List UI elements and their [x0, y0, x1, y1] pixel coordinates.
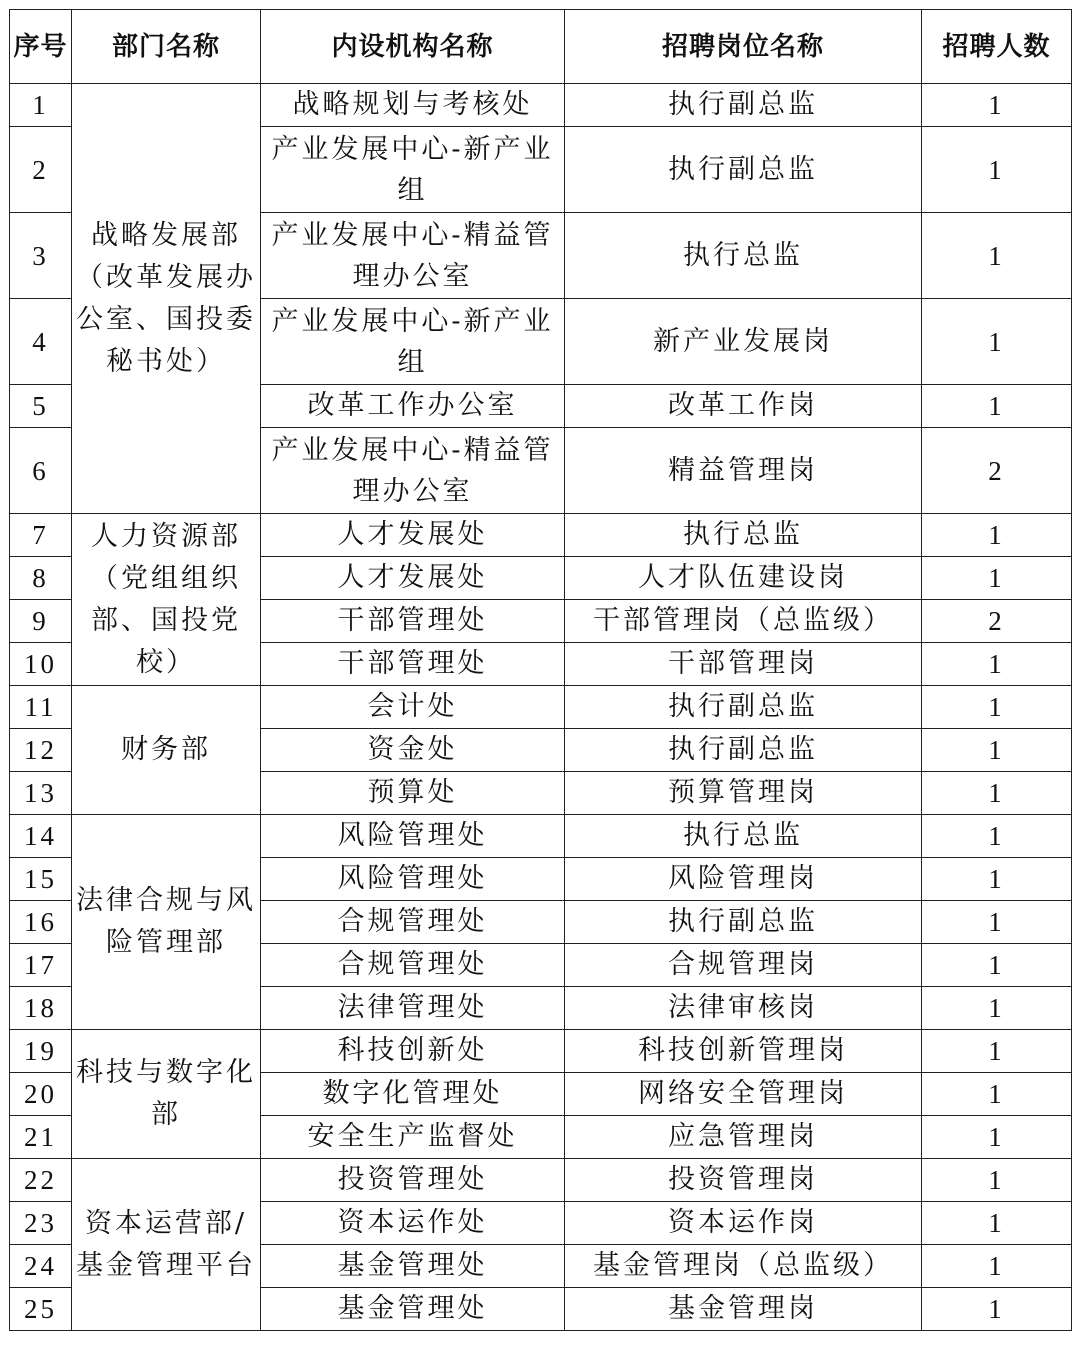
post-cell: 执行副总监 [565, 729, 922, 772]
unit-cell: 数字化管理处 [261, 1073, 565, 1116]
row-seq: 17 [10, 944, 72, 987]
count-cell: 1 [922, 1202, 1072, 1245]
unit-cell: 法律管理处 [261, 987, 565, 1030]
row-seq: 4 [10, 299, 72, 385]
post-cell: 改革工作岗 [565, 385, 922, 428]
count-cell: 1 [922, 772, 1072, 815]
row-seq: 13 [10, 772, 72, 815]
row-seq: 6 [10, 428, 72, 514]
unit-cell: 科技创新处 [261, 1030, 565, 1073]
unit-cell: 资金处 [261, 729, 565, 772]
row-seq: 7 [10, 514, 72, 557]
post-cell: 干部管理岗（总监级） [565, 600, 922, 643]
post-cell: 预算管理岗 [565, 772, 922, 815]
row-seq: 21 [10, 1116, 72, 1159]
header-dept: 部门名称 [72, 10, 261, 84]
table-row [10, 815, 1072, 858]
dept-cell: 财务部 [72, 686, 261, 815]
post-cell: 执行副总监 [565, 84, 922, 127]
unit-cell: 风险管理处 [261, 815, 565, 858]
row-seq: 24 [10, 1245, 72, 1288]
post-cell: 合规管理岗 [565, 944, 922, 987]
dept-cell: 战略发展部（改革发展办公室、国投委秘书处） [72, 84, 261, 514]
unit-cell: 战略规划与考核处 [261, 84, 565, 127]
post-cell: 科技创新管理岗 [565, 1030, 922, 1073]
post-cell: 法律审核岗 [565, 987, 922, 1030]
header-row [10, 10, 1072, 84]
unit-cell: 基金管理处 [261, 1288, 565, 1331]
row-seq: 12 [10, 729, 72, 772]
row-seq: 9 [10, 600, 72, 643]
post-cell: 资本运作岗 [565, 1202, 922, 1245]
row-seq: 16 [10, 901, 72, 944]
post-cell: 执行总监 [565, 815, 922, 858]
count-cell: 1 [922, 213, 1072, 299]
dept-cell: 人力资源部（党组组织部、国投党校） [72, 514, 261, 686]
count-cell: 1 [922, 1245, 1072, 1288]
row-seq: 14 [10, 815, 72, 858]
count-cell: 1 [922, 127, 1072, 213]
row-seq: 2 [10, 127, 72, 213]
post-cell: 基金管理岗 [565, 1288, 922, 1331]
unit-cell: 会计处 [261, 686, 565, 729]
count-cell: 1 [922, 1288, 1072, 1331]
row-seq: 10 [10, 643, 72, 686]
post-cell: 新产业发展岗 [565, 299, 922, 385]
dept-cell: 科技与数字化部 [72, 1030, 261, 1159]
unit-cell: 产业发展中心-精益管理办公室 [261, 428, 565, 514]
unit-cell: 干部管理处 [261, 600, 565, 643]
dept-cell: 资本运营部/基金管理平台 [72, 1159, 261, 1331]
row-seq: 1 [10, 84, 72, 127]
count-cell: 1 [922, 514, 1072, 557]
post-cell: 基金管理岗（总监级） [565, 1245, 922, 1288]
count-cell: 1 [922, 1116, 1072, 1159]
count-cell: 1 [922, 944, 1072, 987]
count-cell: 2 [922, 600, 1072, 643]
post-cell: 应急管理岗 [565, 1116, 922, 1159]
count-cell: 1 [922, 686, 1072, 729]
post-cell: 执行副总监 [565, 686, 922, 729]
unit-cell: 基金管理处 [261, 1245, 565, 1288]
unit-cell: 干部管理处 [261, 643, 565, 686]
unit-cell: 改革工作办公室 [261, 385, 565, 428]
count-cell: 1 [922, 299, 1072, 385]
row-seq: 18 [10, 987, 72, 1030]
row-seq: 22 [10, 1159, 72, 1202]
unit-cell: 人才发展处 [261, 514, 565, 557]
table-row [10, 84, 1072, 127]
post-cell: 风险管理岗 [565, 858, 922, 901]
unit-cell: 产业发展中心-精益管理办公室 [261, 213, 565, 299]
row-seq: 15 [10, 858, 72, 901]
header-seq: 序号 [10, 10, 72, 84]
unit-cell: 产业发展中心-新产业组 [261, 299, 565, 385]
table-row [10, 1030, 1072, 1073]
post-cell: 执行总监 [565, 213, 922, 299]
unit-cell: 风险管理处 [261, 858, 565, 901]
unit-cell: 资本运作处 [261, 1202, 565, 1245]
row-seq: 3 [10, 213, 72, 299]
table-row [10, 686, 1072, 729]
unit-cell: 产业发展中心-新产业组 [261, 127, 565, 213]
row-seq: 20 [10, 1073, 72, 1116]
header-post: 招聘岗位名称 [565, 10, 922, 84]
post-cell: 干部管理岗 [565, 643, 922, 686]
post-cell: 网络安全管理岗 [565, 1073, 922, 1116]
recruitment-table [9, 9, 1072, 1331]
count-cell: 1 [922, 729, 1072, 772]
unit-cell: 预算处 [261, 772, 565, 815]
post-cell: 精益管理岗 [565, 428, 922, 514]
unit-cell: 安全生产监督处 [261, 1116, 565, 1159]
row-seq: 11 [10, 686, 72, 729]
row-seq: 5 [10, 385, 72, 428]
count-cell: 1 [922, 84, 1072, 127]
post-cell: 执行副总监 [565, 127, 922, 213]
unit-cell: 投资管理处 [261, 1159, 565, 1202]
unit-cell: 人才发展处 [261, 557, 565, 600]
count-cell: 1 [922, 1073, 1072, 1116]
header-count: 招聘人数 [922, 10, 1072, 84]
count-cell: 1 [922, 858, 1072, 901]
count-cell: 1 [922, 815, 1072, 858]
post-cell: 投资管理岗 [565, 1159, 922, 1202]
count-cell: 1 [922, 1159, 1072, 1202]
unit-cell: 合规管理处 [261, 901, 565, 944]
table-row [10, 1159, 1072, 1202]
post-cell: 执行总监 [565, 514, 922, 557]
count-cell: 1 [922, 987, 1072, 1030]
dept-cell: 法律合规与风险管理部 [72, 815, 261, 1030]
row-seq: 19 [10, 1030, 72, 1073]
count-cell: 1 [922, 901, 1072, 944]
count-cell: 2 [922, 428, 1072, 514]
row-seq: 25 [10, 1288, 72, 1331]
count-cell: 1 [922, 557, 1072, 600]
post-cell: 人才队伍建设岗 [565, 557, 922, 600]
count-cell: 1 [922, 1030, 1072, 1073]
post-cell: 执行副总监 [565, 901, 922, 944]
count-cell: 1 [922, 385, 1072, 428]
unit-cell: 合规管理处 [261, 944, 565, 987]
row-seq: 23 [10, 1202, 72, 1245]
table-row [10, 514, 1072, 557]
count-cell: 1 [922, 643, 1072, 686]
header-unit: 内设机构名称 [261, 10, 565, 84]
row-seq: 8 [10, 557, 72, 600]
